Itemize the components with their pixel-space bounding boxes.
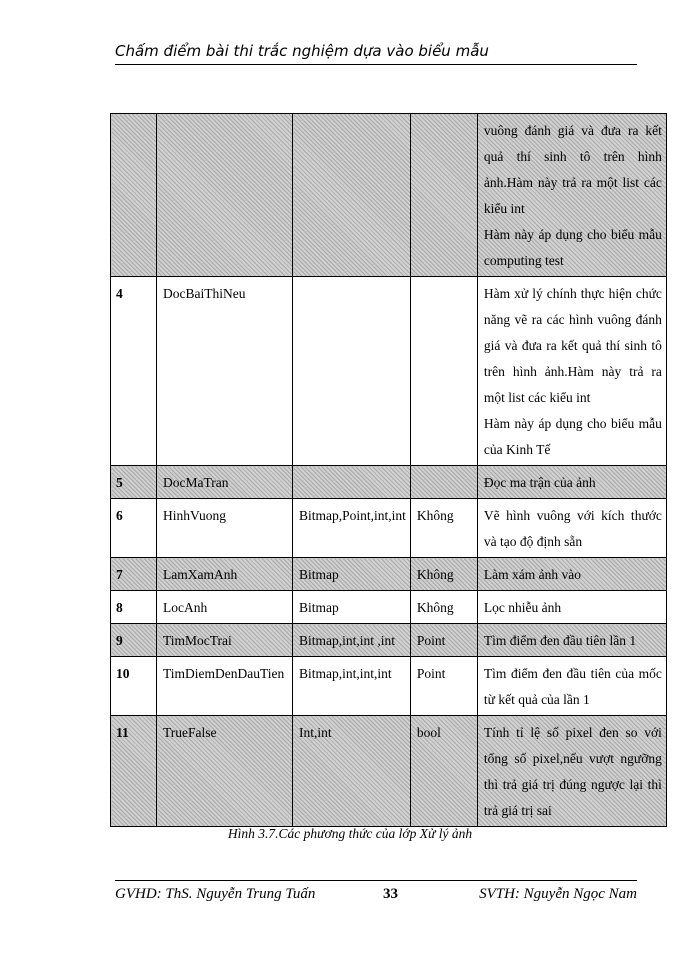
table-row: [111, 114, 667, 277]
method-return-type: Không: [410, 591, 477, 624]
table-row: [111, 657, 667, 716]
row-number: 7: [111, 558, 157, 591]
method-name: [157, 114, 293, 277]
method-name: DocBaiThiNeu: [157, 277, 293, 466]
method-description: vuông đánh giá và đưa ra kết quả thí sinh tô trên hình ảnh.Hàm này trả ra một list các kiểu int Hàm này áp dụng cho biểu mẫu computing test: [477, 114, 666, 277]
header-title: Chấm điểm bài thi trắc nghiệm dựa vào biểu mẫu: [115, 42, 489, 60]
table-row: [111, 591, 667, 624]
method-params: [293, 277, 411, 466]
method-params: [293, 466, 411, 499]
method-return-type: bool: [410, 716, 477, 827]
method-params: Bitmap: [293, 558, 411, 591]
method-params: Bitmap,int,int,int: [293, 657, 411, 716]
table-row: [111, 466, 667, 499]
page-number: 33: [383, 886, 398, 902]
method-return-type: Point: [410, 657, 477, 716]
method-description: Vẽ hình vuông với kích thước và tạo độ định sẵn: [477, 499, 666, 558]
method-params: Bitmap,int,int ,int: [293, 624, 411, 657]
table-row: [111, 499, 667, 558]
method-description: Lọc nhiễu ảnh: [477, 591, 666, 624]
footer-student: SVTH: Nguyễn Ngọc Nam: [479, 886, 637, 902]
page-header: [115, 40, 637, 65]
method-params: Int,int: [293, 716, 411, 827]
method-description: Tìm điểm đen đầu tiên của mốc từ kết quả của lần 1: [477, 657, 666, 716]
method-description: Làm xám ảnh vào: [477, 558, 666, 591]
row-number: 10: [111, 657, 157, 716]
method-name: TimMocTrai: [157, 624, 293, 657]
method-return-type: [410, 277, 477, 466]
method-name: TrueFalse: [157, 716, 293, 827]
page-footer: [115, 880, 637, 911]
method-description: Tính tỉ lệ số pixel đen so với tổng số pixel,nếu vượt ngưỡng thì trả giá trị đúng ngược lại thì trả giá trị sai: [477, 716, 666, 827]
method-description: Đọc ma trận của ảnh: [477, 466, 666, 499]
method-description: Tìm điểm đen đầu tiên lần 1: [477, 624, 666, 657]
row-number: 11: [111, 716, 157, 827]
row-number: 5: [111, 466, 157, 499]
row-number: 4: [111, 277, 157, 466]
method-name: TimDiemDenDauTien: [157, 657, 293, 716]
method-name: HinhVuong: [157, 499, 293, 558]
table-row: [111, 624, 667, 657]
method-return-type: [410, 466, 477, 499]
table-row: [111, 277, 667, 466]
method-return-type: Không: [410, 558, 477, 591]
table-row: [111, 716, 667, 827]
row-number: 6: [111, 499, 157, 558]
row-number: 9: [111, 624, 157, 657]
figure-caption: Hình 3.7.Các phương thức của lớp Xử lý ảnh: [227, 826, 473, 841]
method-name: LocAnh: [157, 591, 293, 624]
row-number: 8: [111, 591, 157, 624]
method-return-type: [410, 114, 477, 277]
method-name: DocMaTran: [157, 466, 293, 499]
method-return-type: Point: [410, 624, 477, 657]
methods-table: [110, 113, 667, 827]
method-description: Hàm xử lý chính thực hiện chức năng vẽ ra các hình vuông đánh giá và đưa ra kết quả thí sinh tô trên hình ảnh.Hàm này trả ra một list các kiểu int Hàm này áp dụng cho biểu mẫu của Kinh Tế: [477, 277, 666, 466]
method-params: Bitmap,Point,int,int: [293, 499, 411, 558]
method-name: LamXamAnh: [157, 558, 293, 591]
row-number: [111, 114, 157, 277]
method-params: [293, 114, 411, 277]
table-row: [111, 558, 667, 591]
method-params: Bitmap: [293, 591, 411, 624]
footer-supervisor: GVHD: ThS. Nguyễn Trung Tuấn: [115, 886, 316, 902]
method-return-type: Không: [410, 499, 477, 558]
